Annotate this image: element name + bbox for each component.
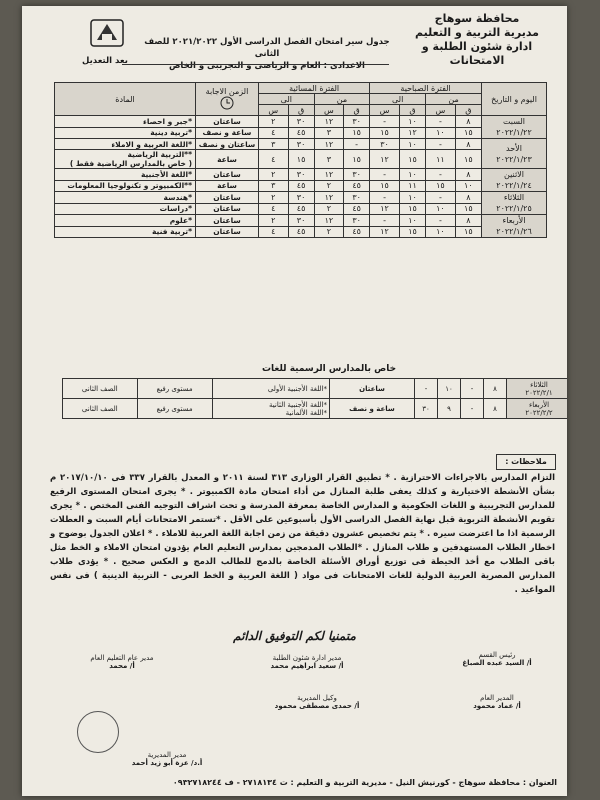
morning-time-cell: ١٥ (455, 226, 481, 238)
morning-time-cell: ٨ (455, 116, 481, 128)
lang-duration-cell: ساعة و نصف (330, 399, 415, 419)
evening-time-cell: ٤٥ (288, 226, 314, 238)
morning-time-cell: ١٥ (370, 180, 400, 192)
morning-to: الى (370, 94, 426, 105)
col-min: ق (455, 105, 481, 116)
subject-cell: *تربية دينية (55, 127, 196, 139)
morning-time-cell: ١٠ (399, 139, 425, 150)
evening-time-cell: ٤ (259, 127, 289, 139)
subject-cell: *دراسات (55, 203, 196, 215)
evening-time-cell: ٤٥ (288, 127, 314, 139)
morning-time-cell: ١١ (399, 180, 425, 192)
signature-block: مدير ادارة شئون الطلبة أ/ سعيد ابراهيم محمد (270, 654, 344, 670)
table-row (55, 150, 547, 169)
morning-time-cell: - (426, 192, 456, 204)
lang-time-cell: ٩ (438, 399, 461, 419)
subject-cell: *اللغة العربية و الاملاء (55, 139, 196, 150)
evening-time-cell: ٢ (314, 226, 343, 238)
duration-cell: ساعة و نصف (196, 127, 259, 139)
footer-address: العنوان : محافظة سوهاج - كورنيش النيل - مديرية التربية و التعليم : ت ٢٧١٨١٣٤ - ف ٠٩٣٢٧١٨٢٤٤ (172, 778, 557, 787)
evening-time-cell: ١٢ (314, 169, 343, 181)
evening-time-cell: ٤٥ (344, 203, 370, 215)
col-hour: س (259, 105, 289, 116)
morning-time-cell: ٨ (455, 215, 481, 227)
after-edit-label: بعد التعديل (82, 56, 128, 66)
notes-label: ملاحظات : (496, 454, 556, 470)
schedule-table (54, 82, 547, 238)
table-row (55, 226, 547, 238)
evening-time-cell: ٤٥ (288, 180, 314, 192)
morning-time-cell: ١٥ (399, 150, 425, 169)
duration-cell: ساعتان (196, 192, 259, 204)
lang-time-cell: ١٠ (438, 379, 461, 399)
evening-time-cell: ٣٠ (344, 215, 370, 227)
morning-time-cell: ٨ (455, 192, 481, 204)
signature-block: وكيل المديرية أ/ حمدى مصطفى محمود (274, 694, 360, 710)
duration-cell: ساعتان (196, 215, 259, 227)
table-row (55, 127, 547, 139)
lang-time-cell: - (461, 399, 484, 419)
evening-time-cell: ٤٥ (344, 180, 370, 192)
evening-time-cell: ٢ (314, 203, 343, 215)
header-day: اليوم و التاريخ (482, 83, 547, 116)
morning-time-cell: - (370, 215, 400, 227)
evening-time-cell: ٣ (259, 180, 289, 192)
evening-time-cell: ٤٥ (288, 203, 314, 215)
language-schools-title: خاص بالمدارس الرسمية للغات (262, 364, 397, 374)
day-cell: السبت ٢٠٢٢/١/٢٢ (482, 116, 547, 139)
duration-cell: ساعة (196, 150, 259, 169)
schedule-body (55, 116, 547, 238)
evening-time-cell: ٣٠ (288, 169, 314, 181)
morning-time-cell: ١٠ (399, 215, 425, 227)
evening-time-cell: ٣٠ (344, 192, 370, 204)
morning-time-cell: ١٢ (370, 203, 400, 215)
evening-time-cell: ٢ (259, 215, 289, 227)
governorate-logo-icon (87, 14, 127, 52)
exam-schedule-sheet (22, 6, 567, 796)
evening-time-cell: ٤٥ (344, 226, 370, 238)
duration-cell: ساعتان (196, 226, 259, 238)
lang-time-cell: - (415, 379, 438, 399)
morning-time-cell: - (370, 192, 400, 204)
subject-cell: *جبر و احصاء (55, 116, 196, 128)
morning-time-cell: ١٥ (370, 127, 400, 139)
lang-subject-cell: *اللغة الأجنبية الثانية *اللغة الألمانية (212, 399, 329, 419)
morning-time-cell: ١٠ (399, 192, 425, 204)
language-row (63, 379, 568, 399)
morning-time-cell: ١٥ (426, 180, 456, 192)
lang-time-cell: ٨ (484, 379, 507, 399)
morning-from: من (426, 94, 482, 105)
morning-time-cell: - (426, 169, 456, 181)
evening-from: من (314, 94, 370, 105)
evening-time-cell: ٢ (259, 116, 289, 128)
duration-cell: ساعتان و نصف (196, 139, 259, 150)
evening-time-cell: ٤ (259, 226, 289, 238)
lang-time-cell: - (461, 379, 484, 399)
morning-time-cell: - (426, 139, 456, 150)
evening-time-cell: - (344, 139, 370, 150)
evening-time-cell: ٢ (259, 169, 289, 181)
header-morning: الفترة الصباحية (370, 83, 482, 94)
col-min: ق (399, 105, 425, 116)
morning-time-cell: ١٥ (455, 150, 481, 169)
morning-time-cell: ١٠ (399, 116, 425, 128)
signature-block: مدير عام التعليم العام أ/ محمد (90, 654, 154, 670)
evening-time-cell: ٣٠ (344, 116, 370, 128)
day-cell: الأربعاء ٢٠٢٢/١/٢٦ (482, 215, 547, 238)
morning-time-cell: ١٥ (399, 226, 425, 238)
evening-time-cell: ١٥ (344, 150, 370, 169)
signature-block: مدير المديرية أ.د/ عزة أبو زيد أحمد (131, 751, 203, 767)
col-hour: س (370, 105, 400, 116)
table-row (55, 203, 547, 215)
evening-time-cell: ٣٠ (344, 169, 370, 181)
morning-time-cell: ٨ (455, 169, 481, 181)
morning-time-cell: ١٠ (426, 226, 456, 238)
clock-icon (220, 96, 234, 110)
morning-time-cell: - (426, 116, 456, 128)
subject-cell: *هندسة (55, 192, 196, 204)
closing-wish: متمنيا لكم التوفيق الدائم (233, 629, 356, 643)
language-schools-table (62, 378, 567, 419)
evening-time-cell: ٣ (259, 139, 289, 150)
duration-cell: ساعة (196, 180, 259, 192)
morning-time-cell: ١٠ (426, 127, 456, 139)
header-subject: المادة (55, 83, 196, 116)
lang-day-cell: الأربعاء ٢٠٢٢/٢/٢ (507, 399, 568, 419)
subject-cell: **التربية الرياضية ( خاص بالمدارس الرياضية فقط ) (55, 150, 196, 169)
morning-time-cell: ٨ (455, 139, 481, 150)
evening-time-cell: ١٢ (314, 116, 343, 128)
lang-level-cell: مستوى رفيع (137, 379, 212, 399)
morning-time-cell: - (426, 215, 456, 227)
evening-to: الى (259, 94, 315, 105)
evening-time-cell: ٣ (314, 127, 343, 139)
evening-time-cell: ٣٠ (288, 139, 314, 150)
lang-subject-cell: *اللغة الأجنبية الأولى (212, 379, 329, 399)
evening-time-cell: ٢ (314, 180, 343, 192)
table-row (55, 116, 547, 128)
header-duration: الزمن الاجابة (196, 83, 259, 116)
morning-time-cell: - (370, 169, 400, 181)
morning-time-cell: ١٠ (399, 169, 425, 181)
col-hour: س (314, 105, 343, 116)
evening-time-cell: ٢ (259, 192, 289, 204)
department: ادارة شئون الطلبة و الامتحانات (421, 40, 533, 67)
evening-time-cell: ١٢ (314, 192, 343, 204)
day-cell: الأحد ٢٠٢٢/١/٢٣ (482, 139, 547, 169)
table-row (55, 215, 547, 227)
morning-time-cell: ١١ (426, 150, 456, 169)
language-row (63, 399, 568, 419)
lang-time-cell: ٣٠ (415, 399, 438, 419)
duration-cell: ساعتان (196, 169, 259, 181)
morning-time-cell: ١٢ (370, 226, 400, 238)
morning-time-cell: - (370, 116, 400, 128)
lang-day-cell: الثلاثاء ٢٠٢٢/٢/١ (507, 379, 568, 399)
evening-time-cell: ٣٠ (288, 192, 314, 204)
header (22, 6, 567, 76)
evening-time-cell: ١٥ (288, 150, 314, 169)
morning-time-cell: ١٢ (399, 127, 425, 139)
morning-time-cell: ١٠ (455, 180, 481, 192)
morning-time-cell: ٣٠ (370, 139, 400, 150)
morning-time-cell: ١٥ (455, 127, 481, 139)
official-seal-icon (77, 711, 119, 753)
evening-time-cell: ٤ (259, 150, 289, 169)
directorate: مديرية التربية و التعليم (415, 26, 539, 39)
subject-cell: *اللغة الأجنبية (55, 169, 196, 181)
evening-time-cell: ٣٠ (288, 215, 314, 227)
lang-grade-cell: الصف الثانى (63, 379, 138, 399)
header-divider (122, 64, 389, 65)
document-title: جدول سير امتحان الفصل الدراسى الأول ٢٠٢١/٢٠٢٢ للصف الثانى (144, 37, 390, 59)
subject-cell: *علوم (55, 215, 196, 227)
col-min: ق (288, 105, 314, 116)
evening-time-cell: ٣٠ (288, 116, 314, 128)
table-row (55, 139, 547, 150)
lang-duration-cell: ساعتان (330, 379, 415, 399)
signature-block: المدير العام أ/ عماد محمود (473, 694, 521, 710)
header-evening: الفترة المسائية (259, 83, 370, 94)
evening-time-cell: ١٢ (314, 139, 343, 150)
subject-cell: *تربية فنية (55, 226, 196, 238)
evening-time-cell: ٤ (259, 203, 289, 215)
evening-time-cell: ٣ (314, 150, 343, 169)
table-row (55, 169, 547, 181)
evening-time-cell: ١٢ (314, 215, 343, 227)
day-cell: الثلاثاء ٢٠٢٢/١/٢٥ (482, 192, 547, 215)
duration-cell: ساعتان (196, 116, 259, 128)
duration-cell: ساعتان (196, 203, 259, 215)
lang-time-cell: ٨ (484, 399, 507, 419)
day-cell: الاثنين ٢٠٢٢/١/٢٤ (482, 169, 547, 192)
governorate: محافظة سوهاج (434, 12, 520, 25)
col-hour: س (426, 105, 456, 116)
lang-level-cell: مستوى رفيع (137, 399, 212, 419)
table-row (55, 180, 547, 192)
issuer-block (397, 12, 557, 68)
morning-time-cell: ١٥ (455, 203, 481, 215)
morning-time-cell: ١٢ (370, 150, 400, 169)
title-block (142, 36, 392, 72)
stage-subtitle: الاعدادى : العام و الرياضى و التجريبى و الخاص (169, 61, 365, 71)
morning-time-cell: ١٠ (426, 203, 456, 215)
subject-cell: **الكمبيوتر و تكنولوجيا المعلومات (55, 180, 196, 192)
notes-text: التزام المدارس بالاجراءات الاحترازية . * تطبيق القرار الوزارى ٣١٣ لسنة ٢٠١١ و المعدل بالقرار ٣٣٧ فى ٢٠١٧/١٠/١٠ م بشأن الأنشطة الاختيارية و كذلك يعفى طلبة المنازل من أداء امتحان مادة الكمبيوتر . * يجرى امتحان المستوى الرفيع للمدارس التجريبية و اللغات الحكومية و المدارس الخاصة بمعرفة المدرسة و تحت اشراف التوجيه الفنى المختص . * يجرى تقويم الأنشطة التربوية قبل نهاية الفصل الدراسى الأول بأسبوعين على الأقل . *تستمر الامتحانات أيام السبت و العطلات الرسمية اذا ما اعترضت سيره . * يتم تخصيص عشرون دقيقة من زمن اجابة اللغة العربية للاملاء . * اعلان الجدول بوضوح و اخطار الطلاب المستهدفين و طلاب المنازل . *الطلاب المدمجين بمدارس التعليم العام يؤدون امتحان الاملاء و الخط مثل باقى الطلاب مع أخذ الحيطة فى توزيع أوراق الأسئلة الخاصة بالدمج للطالب الدمج و العكس صحيح . * يؤدى طلاب المدارس المصرية العربية الدولية للغات الامتحانات فى مواد ( اللغة العربية و الخط العربى - التربية الدينية ) فى نفس المواعيد . (50, 473, 556, 595)
evening-time-cell: ١٥ (344, 127, 370, 139)
signature-block: رئيس القسم أ/ السيد عبده الصباغ (462, 651, 532, 667)
col-min: ق (344, 105, 370, 116)
morning-time-cell: ١٥ (399, 203, 425, 215)
table-row (55, 192, 547, 204)
lang-grade-cell: الصف الثانى (63, 399, 138, 419)
